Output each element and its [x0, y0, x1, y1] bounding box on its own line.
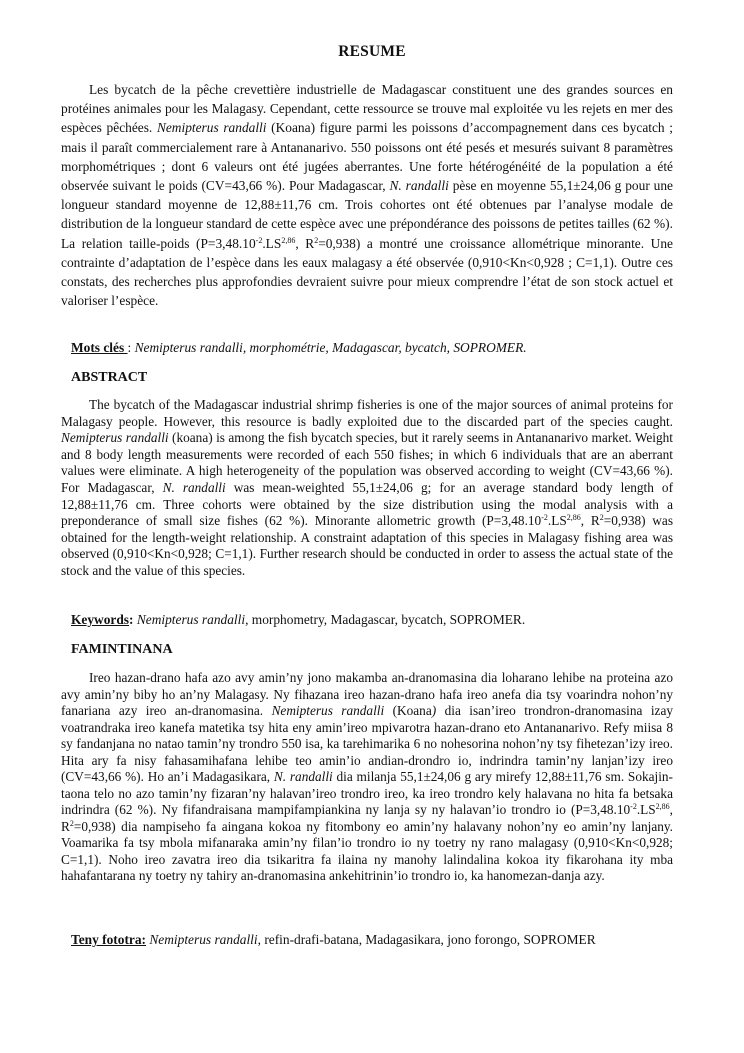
famintinana-text-2: (Koana [384, 703, 432, 718]
abstract-text-5: , R [580, 513, 600, 529]
famintinana-title: FAMINTINANA [71, 642, 173, 657]
famintinana-text-4: dia milanja 55,1±24,06 g ary mirefy 12,88±11,76 sm. Sokajin-taona telo no azo tamin’ny fizaran’ny halavan’ireo trondro ireo, ka ireo trondro kely halavana no hita fa betsaka indrindra (62 %). Ny fifandraisana mampifampiankina ny lanja sy ny halavan’io trondro io (P=3,48.10 [61, 769, 673, 817]
resume-exponent-2: 2,86 [281, 235, 296, 245]
famintinana-text-6: , R [61, 802, 673, 834]
abstract-species-short: N. randalli [162, 479, 226, 495]
abstract-paragraph [61, 397, 673, 580]
abstract-text-3: was mean-weighted 55,1±24,06 g; for an average standard body length of 12,88±11,76 cm. Three cohorts were obtained by the size distribution using the modal analysis with a preponderance of small size fishes (62 %). Minorante allometric growth (P=3,48.10 [61, 479, 673, 529]
resume-text-5: , R [295, 235, 315, 251]
resume-text-6: =0,938) a montré une croissance allométrique minorante. Une contrainte d’adaptation de l’espèce dans les eaux malagasy a été observée (0,910<Kn<0,928 ; C=1,1). Outre ces constats, des recherches plus approfondies devraient suivre pour mieux comprendre l’état de son stock actuel et valoriser l’espèce. [61, 235, 673, 309]
abstract-text-4: .LS [547, 513, 567, 529]
abstract-keywords [71, 612, 681, 628]
famintinana-species-short: N. randalli [273, 769, 333, 784]
abstract-text-2: (koana) is among the fish bycatch species, but it rarely seems in Antananarivo market. Weight and 8 body length measurements were recorded of each 550 fishes; in which 6 individuals that are an aberrant values were eliminate. A high heterogeneity of the population was observed according to weight (CV=43,66 %). For Madagascar, [61, 430, 673, 495]
famintinana-text-7: =0,938) dia nampiseho fa aingana kokoa ny fitombony eo amin’ny halavany nohon’ny eo amin’ny lanjany. Voamarika fa tsy mbola mifanaraka amin’ny filan’io trondro io ny toetry ny rano malagasy (0,910<Kn<0,928; C=1,1). Noho ireo zavatra ireo dia tsikaritra fa ilaina ny manohy lalindalina kokoa ity fikarohana ity mba hahafantarana ny toetry ny tahiry an-dranomasina ankehitrinin’io trondro io, ka hanomezan-danja azy. [61, 818, 673, 883]
famintinana-text-5: .LS [636, 802, 656, 817]
abstract-text-1: The bycatch of the Madagascar industrial shrimp fisheries is one of the major sources of animal proteins for Malagasy people. However, this resource is badly exploited due to the discarded part of the species caught. [61, 397, 673, 429]
resume-text-4: .LS [262, 235, 282, 251]
famintinana-paragraph [61, 670, 673, 885]
famintinana-exponent-3: 2 [69, 818, 74, 828]
abstract-exponent-3: 2 [599, 513, 604, 523]
abstract-exponent-2: 2,86 [566, 513, 581, 523]
abstract-keywords-species: Nemipterus randalli [136, 612, 246, 627]
resume-keywords-text: Nemipterus randalli, morphométrie, Madagascar, bycatch, SOPROMER. [134, 340, 527, 355]
resume-text-2: (Koana) figure parmi les poissons d’accompagnement dans ces bycatch ; mais il paraît commercialement rare à Antananarivo. 550 poissons ont été pesés et mesurés suivant 8 paramètres morphométriques ; dont 6 valeurs ont été jugées aberrantes. Une forte hétérogénéité de la population a été observée suivant le poids (CV=43,66 %). Pour Madagascar, [61, 120, 674, 194]
resume-title: RESUME [338, 43, 406, 60]
famintinana-paren: ) [431, 703, 437, 718]
resume-text-3: pèse en moyenne 55,1±24,06 g pour une longueur standard moyenne de 12,88±11,76 cm. Trois cohortes ont été obtenues par l’analyse modale de distribution de la longueur standard de cette espèce avec une prépondérance des poissons de petites tailles (62 %). La relation taille-poids (P=3,48.10 [61, 178, 674, 251]
resume-keywords [71, 340, 681, 356]
resume-text-1: Les bycatch de la pêche crevettière industrielle de Madagascar constituent une des grandes sources en protéines animales pour les Malagasy. Cependant, cette ressource se trouve mal exploitée vu les rejets en mer des espèces pêchées. [61, 82, 673, 136]
resume-paragraph [61, 80, 673, 310]
abstract-keywords-label: Keywords [71, 612, 130, 627]
famintinana-text-3: dia isan’ireo trondron-dranomasina izay voatrandraka ireo kanefa matetika tsy hita eny amin’ireo mpivarotra hazan-drano eto Antananarivo. Refy miisa 8 sy fandanjana no natao tamin’ny trondro 550 isa, ka tarehimarika 6 no nohesorina nohon’ny tsy fihetezan’izy ireo. Hita ary fa nisy fahasamihafana lehibe teo amin’io andian-drondro io, indrindra tamin’ny lanjan’izy ireo (CV=43,66 %). Ho an’i Madagasikara, [61, 703, 673, 784]
resume-species: Nemipterus randalli [156, 120, 267, 136]
resume-exponent-3: 2 [314, 235, 319, 245]
famintinana-exponent-2: 2,86 [655, 802, 670, 811]
abstract-keywords-sep: : [129, 612, 137, 627]
famintinana-species: Nemipterus randalli [271, 703, 385, 718]
famintinana-keywords-label: Teny fototra: [71, 932, 147, 947]
abstract-species: Nemipterus randalli [61, 430, 169, 446]
resume-keywords-sep: : [127, 340, 135, 355]
resume-species-short: N. randalli [389, 178, 449, 194]
resume-keywords-label: Mots clés [71, 340, 128, 355]
resume-exponent-1: -2 [255, 235, 263, 245]
famintinana-keywords-text: , refin-drafi-batana, Madagasikara, jono forongo, SOPROMER [257, 932, 596, 947]
abstract-keywords-text: , morphometry, Madagascar, bycatch, SOPROMER. [245, 612, 526, 627]
famintinana-keywords [71, 932, 681, 948]
abstract-exponent-1: -2 [541, 513, 548, 523]
abstract-text-6: =0,938) was obtained for the length-weight relationship. A constraint adaptation of this species in Malagasy fishing area was observed (0,910<Kn<0,928; C=1,1). Further research should be conducted in order to assess the actual state of the stock and the value of this species. [61, 513, 673, 578]
famintinana-text-1: Ireo hazan-drano hafa azo avy amin’ny jono makamba an-dranomasina dia loharano lehibe na proteina azo avy amin’ny biby ho an’ny Malagasy. Ny fihazana ireo hazan-drano hafa ireo anefa dia tsy voarindra nohon’ny fanariana azy ireo an-dranomasina. [61, 670, 673, 718]
famintinana-exponent-1: -2 [630, 802, 637, 811]
abstract-title: ABSTRACT [71, 370, 148, 385]
famintinana-keywords-species: Nemipterus randalli [149, 932, 258, 947]
